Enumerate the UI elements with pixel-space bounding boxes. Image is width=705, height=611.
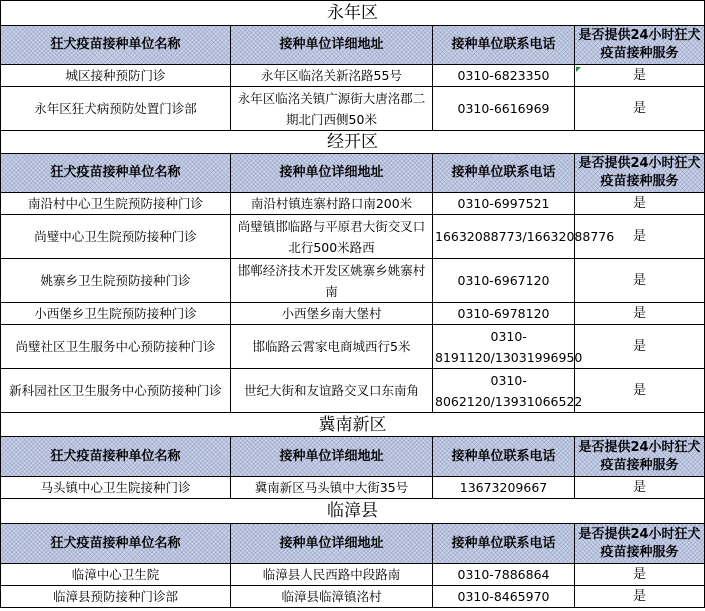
column-header-label: 狂犬疫苗接种单位名称 xyxy=(50,37,181,52)
table-cell[interactable] xyxy=(231,564,433,586)
column-header-cell xyxy=(575,154,705,193)
table-row xyxy=(1,259,705,303)
table-row xyxy=(1,215,705,259)
table-cell[interactable] xyxy=(433,193,575,215)
column-header-row xyxy=(1,437,705,477)
cell-value: 0310-6616969 xyxy=(457,101,550,116)
table-cell[interactable] xyxy=(1,215,231,259)
table-cell[interactable] xyxy=(231,193,433,215)
table-cell[interactable] xyxy=(1,477,231,499)
cell-value: 0310-7886864 xyxy=(457,567,550,582)
column-header-label: 接种单位联系电话 xyxy=(451,448,556,464)
district-row xyxy=(1,1,705,26)
cell-value: 0310-8062120/13931066522 xyxy=(435,372,583,409)
table-cell[interactable] xyxy=(231,477,433,499)
table-row xyxy=(1,325,705,369)
table-row xyxy=(1,65,705,87)
column-header-cell xyxy=(1,26,231,65)
column-header-label: 接种单位联系电话 xyxy=(451,37,556,52)
column-header-row xyxy=(1,154,705,193)
cell-value: 0310-6978120 xyxy=(457,306,550,321)
cell-value: 临漳中心卫生院 xyxy=(71,567,160,582)
column-header-label: 接种单位联系电话 xyxy=(451,165,556,180)
cell-value: 尚璧社区卫生服务中心预防接种门诊 xyxy=(15,339,216,354)
cell-value: 0310-8191120/13031996950 xyxy=(435,328,583,365)
table-cell[interactable] xyxy=(575,259,705,303)
table-cell[interactable] xyxy=(1,564,231,586)
cell-value: 邯郸经济技术开发区姚寨乡姚寨村南 xyxy=(237,262,426,299)
cell-comment-marker-icon xyxy=(576,67,581,72)
cell-value: 小西堡乡卫生院预防接种门诊 xyxy=(34,306,197,321)
column-header-cell xyxy=(575,524,705,564)
cell-value: 新科园社区卫生服务中心预防接种门诊 xyxy=(9,383,222,398)
table-cell[interactable] xyxy=(1,65,231,87)
column-header-cell xyxy=(1,154,231,193)
cell-value: 永年区临洺关镇广源街大唐洺郡二期北门西侧50米 xyxy=(237,90,426,127)
cell-value: 临漳县预防接种门诊部 xyxy=(52,589,178,604)
district-row xyxy=(1,499,705,524)
column-header-label: 接种单位详细地址 xyxy=(279,165,384,180)
column-header-label: 是否提供24小时狂犬疫苗接种服务 xyxy=(578,28,701,61)
column-header-label: 接种单位详细地址 xyxy=(279,37,384,52)
table-cell[interactable] xyxy=(1,586,231,608)
table-cell[interactable] xyxy=(575,586,705,608)
cell-value: 临漳县临漳镇洺村 xyxy=(281,589,382,604)
table-cell[interactable] xyxy=(575,564,705,586)
cell-value: 临漳县人民西路中段路南 xyxy=(262,567,401,582)
cell-value: 南沿村中心卫生院预防接种门诊 xyxy=(27,196,203,211)
cell-value: 是 xyxy=(632,101,646,116)
cell-value: 0310-8465970 xyxy=(457,589,550,604)
table-cell[interactable] xyxy=(575,303,705,325)
cell-value: 是 xyxy=(632,306,646,321)
cell-value: 冀南新区马头镇中大街35号 xyxy=(254,480,409,495)
table-cell[interactable] xyxy=(1,303,231,325)
table-cell[interactable] xyxy=(231,369,433,413)
column-header-cell xyxy=(1,437,231,477)
table-row xyxy=(1,369,705,413)
table-cell[interactable] xyxy=(231,259,433,303)
district-title: 永年区 xyxy=(1,1,705,26)
table-row xyxy=(1,87,705,131)
table-cell[interactable] xyxy=(231,65,433,87)
cell-value: 马头镇中心卫生院接种门诊 xyxy=(40,480,191,495)
column-header-label: 是否提供24小时狂犬疫苗接种服务 xyxy=(578,439,701,473)
table-cell[interactable] xyxy=(433,215,615,259)
column-header-cell xyxy=(231,437,433,477)
column-header-cell xyxy=(433,437,575,477)
column-header-label: 接种单位详细地址 xyxy=(279,535,384,551)
table-cell[interactable] xyxy=(231,215,433,259)
table-cell[interactable] xyxy=(575,369,705,413)
cell-value: 是 xyxy=(632,567,646,582)
table-cell[interactable] xyxy=(1,87,231,131)
table-row xyxy=(1,564,705,586)
table-cell[interactable] xyxy=(231,325,433,369)
cell-value: 世纪大街和友谊路交叉口东南角 xyxy=(243,383,419,398)
column-header-cell xyxy=(231,524,433,564)
cell-value: 尚璧镇邯临路与平原君大街交叉口北行500米路西 xyxy=(237,218,426,255)
table-row xyxy=(1,586,705,608)
cell-value: 是 xyxy=(632,229,646,244)
cell-value: 永年区狂犬病预防处置门诊部 xyxy=(34,101,197,116)
table-cell[interactable] xyxy=(433,303,575,325)
table-cell[interactable] xyxy=(231,87,433,131)
cell-value: 是 xyxy=(632,383,646,398)
column-header-label: 接种单位联系电话 xyxy=(451,535,556,551)
cell-value: 城区接种预防门诊 xyxy=(65,68,166,83)
cell-value: 0310-6997521 xyxy=(457,196,550,211)
cell-value: 是 xyxy=(632,339,646,354)
cell-value: 姚寨乡卫生院预防接种门诊 xyxy=(40,273,191,288)
column-header-cell xyxy=(433,26,575,65)
table-row xyxy=(1,477,705,499)
cell-value: 南沿村镇连寨村路口南200米 xyxy=(250,196,413,211)
column-header-row xyxy=(1,26,705,65)
table-cell[interactable] xyxy=(433,369,583,413)
column-header-cell xyxy=(231,154,433,193)
district-title: 经开区 xyxy=(1,131,705,154)
cell-value: 小西堡乡南大堡村 xyxy=(281,306,382,321)
table-cell[interactable] xyxy=(231,303,433,325)
table-cell[interactable] xyxy=(575,65,705,87)
table-cell[interactable] xyxy=(575,87,705,131)
table-cell[interactable] xyxy=(433,259,575,303)
cell-value: 邯临路云霄家电商城西行5米 xyxy=(252,339,411,354)
cell-value: 13673209667 xyxy=(459,480,548,495)
table-cell[interactable] xyxy=(575,477,705,499)
table-cell[interactable] xyxy=(1,259,231,303)
table-cell[interactable] xyxy=(1,193,231,215)
table-cell[interactable] xyxy=(433,325,583,369)
column-header-cell xyxy=(575,26,705,65)
table-cell[interactable] xyxy=(433,65,575,87)
column-header-label: 狂犬疫苗接种单位名称 xyxy=(50,535,181,551)
table-cell[interactable] xyxy=(433,564,575,586)
cell-value: 是 xyxy=(632,273,646,288)
column-header-label: 狂犬疫苗接种单位名称 xyxy=(50,165,181,180)
column-header-label: 接种单位详细地址 xyxy=(279,448,384,464)
table-row xyxy=(1,303,705,325)
table-cell[interactable] xyxy=(575,193,705,215)
district-row xyxy=(1,131,705,154)
column-header-label: 是否提供24小时狂犬疫苗接种服务 xyxy=(578,156,701,189)
cell-value: 是 xyxy=(632,196,646,211)
table-row xyxy=(1,193,705,215)
district-title: 临漳县 xyxy=(1,499,705,524)
cell-value: 是 xyxy=(632,589,646,604)
column-header-label: 是否提供24小时狂犬疫苗接种服务 xyxy=(578,526,701,560)
column-header-cell xyxy=(433,154,575,193)
column-header-label: 狂犬疫苗接种单位名称 xyxy=(50,448,181,464)
table-cell[interactable] xyxy=(1,325,231,369)
district-title: 冀南新区 xyxy=(1,413,705,437)
table-cell[interactable] xyxy=(433,586,575,608)
cell-value: 0310-6967120 xyxy=(457,273,550,288)
table-cell[interactable] xyxy=(433,477,575,499)
column-header-row xyxy=(1,524,705,564)
cell-value: 永年区临洺关新洺路55号 xyxy=(261,68,402,83)
column-header-cell xyxy=(231,26,433,65)
cell-value: 0310-6823350 xyxy=(457,68,550,83)
cell-value: 是 xyxy=(632,68,646,83)
table-cell[interactable] xyxy=(231,586,433,608)
district-row xyxy=(1,413,705,437)
column-header-cell xyxy=(433,524,575,564)
table-cell[interactable] xyxy=(1,369,231,413)
table-cell[interactable] xyxy=(575,325,705,369)
cell-value: 16632088773/16632088776 xyxy=(435,229,615,244)
column-header-cell xyxy=(1,524,231,564)
column-header-cell xyxy=(575,437,705,477)
cell-value: 是 xyxy=(632,480,646,495)
cell-value: 尚璧中心卫生院预防接种门诊 xyxy=(34,229,197,244)
table-cell[interactable] xyxy=(433,87,575,131)
